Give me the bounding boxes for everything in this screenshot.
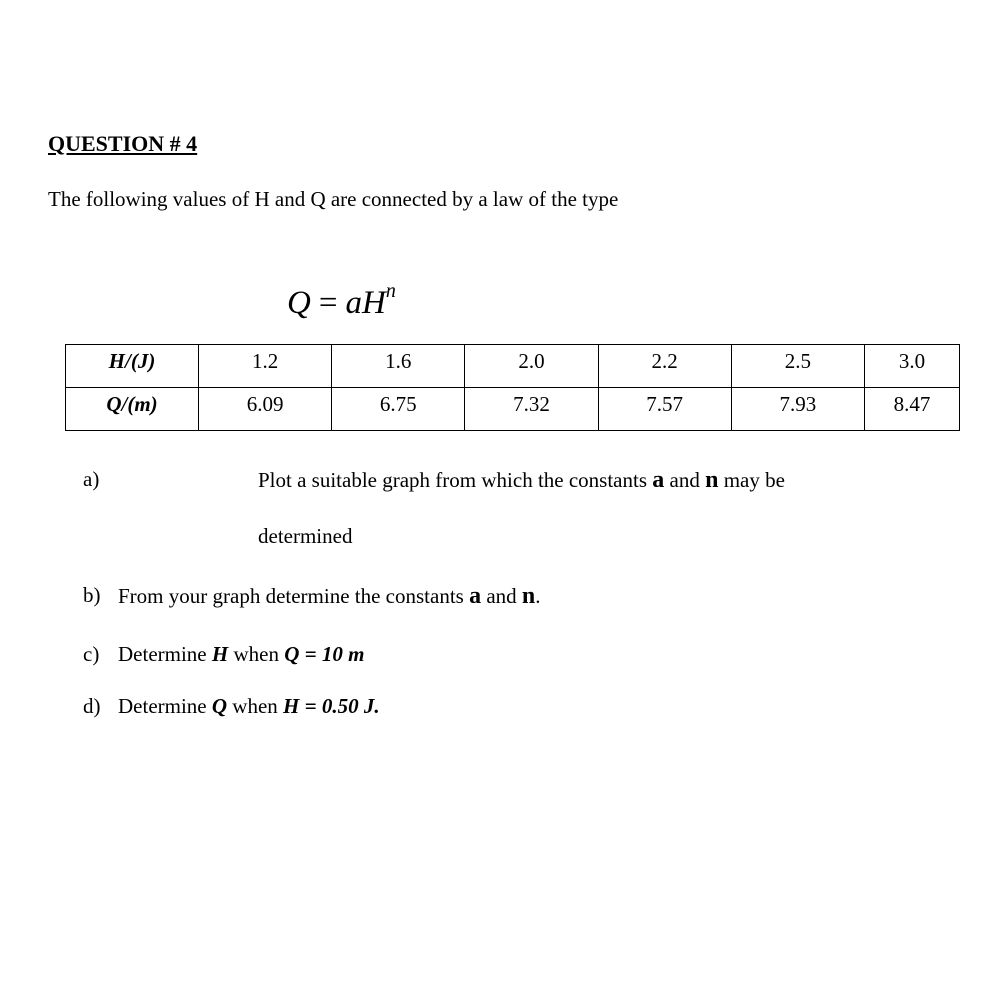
item-c-text xyxy=(118,642,364,667)
item-b-bold-n: n xyxy=(521,583,536,609)
item-c-part: when xyxy=(228,642,285,666)
formula-lhs: Q xyxy=(287,285,311,321)
data-table xyxy=(65,344,960,431)
formula-coefficient: a xyxy=(345,285,362,321)
table-cell: 2.0 xyxy=(465,345,598,388)
item-c-part: Determine xyxy=(118,642,212,666)
table-cell: 7.93 xyxy=(731,388,864,431)
formula-variable: H xyxy=(361,285,386,321)
item-b-text xyxy=(118,583,541,610)
item-a-letter: a) xyxy=(83,467,100,491)
item-a-part: Plot a suitable graph from which the constants xyxy=(258,468,653,492)
item-d-var: Q xyxy=(211,694,228,718)
table-cell: 7.32 xyxy=(465,388,598,431)
item-b-bold-a: a xyxy=(469,583,482,609)
formula-equals: = xyxy=(318,285,338,321)
table-cell: 1.6 xyxy=(332,345,465,388)
table-cell: 8.47 xyxy=(865,388,960,431)
formula xyxy=(287,280,396,322)
item-d-part: Determine xyxy=(118,694,212,718)
table-cell: 2.5 xyxy=(731,345,864,388)
item-c-var: H xyxy=(211,642,229,666)
table-cell: 3.0 xyxy=(865,345,960,388)
table-cell: 6.75 xyxy=(332,388,465,431)
table-row-h xyxy=(66,345,960,388)
item-d-condition: H = 0.50 J. xyxy=(283,694,380,718)
item-b-part: and xyxy=(481,584,522,608)
row-label-h: H/(J) xyxy=(66,345,199,388)
item-a-bold-n: n xyxy=(705,467,719,493)
table-cell: 1.2 xyxy=(199,345,332,388)
item-d-part: when xyxy=(227,694,284,718)
table-cell: 7.57 xyxy=(598,388,731,431)
item-a-bold-a: a xyxy=(652,467,665,493)
item-b-part: . xyxy=(535,584,541,608)
item-c-condition: Q = 10 m xyxy=(284,642,365,666)
item-a-text xyxy=(258,467,785,494)
item-a-part: and xyxy=(664,468,706,492)
item-c-letter: c) xyxy=(83,642,100,666)
table-row-q xyxy=(66,388,960,431)
table-cell: 2.2 xyxy=(598,345,731,388)
row-label-q: Q/(m) xyxy=(66,388,199,431)
item-d-text xyxy=(118,694,380,719)
intro-text: The following values of H and Q are connected by a law of the type xyxy=(48,187,619,211)
item-b-letter: b) xyxy=(83,583,101,607)
table-cell: 6.09 xyxy=(199,388,332,431)
item-a-part: may be xyxy=(718,468,785,492)
question-heading: QUESTION # 4 xyxy=(48,131,198,156)
item-b-part: From your graph determine the constants xyxy=(118,584,470,608)
item-d-letter: d) xyxy=(83,694,101,718)
formula-exponent: n xyxy=(385,280,396,302)
item-a-text-line2: determined xyxy=(258,524,353,548)
